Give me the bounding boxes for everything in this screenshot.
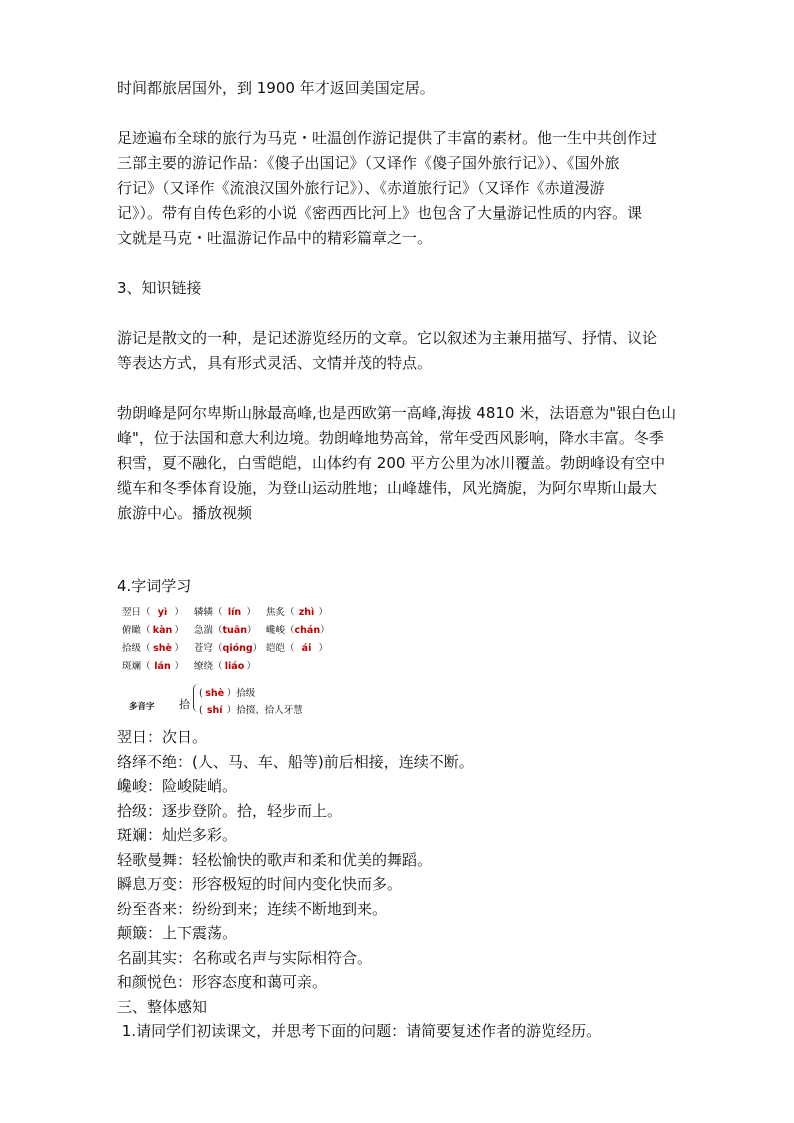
section-heading: 三、整体感知 <box>117 997 208 1016</box>
vocab-item: 拾级（ shè ） <box>122 643 185 654</box>
definition-line: 瞬息万变：形容极短的时间内变化快而多。 <box>117 875 403 893</box>
intro-paragraph <box>117 76 707 101</box>
definition-line: 络绎不绝：(人、马、车、船等)前后相接，连续不断。 <box>117 752 474 771</box>
vocab-item: 急湍（tuān） <box>194 625 257 636</box>
text-line: 峰"，位于法国和意大利边境。勃朗峰地势高耸，常年受西风影响，降水丰富。冬季 <box>117 429 664 447</box>
vocab-row <box>122 640 362 658</box>
text-line: 积雪，夏不融化，白雪皑皑，山体约有 200 平方公里为冰川覆盖。勃朗峰设有空中 <box>117 454 666 472</box>
vocab-item: 焦炙（ zhì ） <box>266 607 329 618</box>
definition-line: 纷至沓来：纷纷到来；连续不断地到来。 <box>117 899 388 918</box>
definition-line: 翌日：次日。 <box>117 728 208 746</box>
polyphone-reading: ( shí ）拾掇、拾人牙慧 <box>199 705 303 716</box>
travelogue-paragraph <box>117 326 707 376</box>
section4-heading: 4.字词学习 <box>117 577 192 595</box>
definition-line: 巉峻：险峻陡峭。 <box>117 777 238 795</box>
definition-line: 和颜悦色：形容态度和蔼可亲。 <box>117 973 328 991</box>
text-line: 足迹遍布全球的旅行为马克・吐温创作游记提供了丰富的素材。他一生中共创作过 <box>117 129 658 147</box>
definition-line: 斑斓：灿烂多彩。 <box>117 826 238 844</box>
vocab-item: 斑斓（ lán ） <box>122 661 185 672</box>
vocab-row <box>122 622 362 640</box>
definition-line: 拾级：逐步登阶。拾，轻步而上。 <box>117 801 343 820</box>
text-line: 勃朗峰是阿尔卑斯山脉最高峰,也是西欧第一高峰,海拔 4810 米，法语意为"银白色山 <box>117 404 677 422</box>
vocab-item: 翌日（ yì ） <box>122 607 185 618</box>
definition-line: 轻歌曼舞：轻松愉快的歌声和柔和优美的舞蹈。 <box>117 850 433 869</box>
vocab-item: 皑皑（ ái ） <box>266 643 329 654</box>
vocab-item: 俯瞰（ kàn ） <box>122 625 185 636</box>
text-line: 行记》（又译作《流浪汉国外旅行记》）、《赤道旅行记》（又译作《赤道漫游 <box>117 179 605 197</box>
vocab-row <box>122 604 362 622</box>
definitions-list <box>117 725 601 1044</box>
text-line: 记》）。带有自传色彩的小说《密西西比河上》也包含了大量游记性质的内容。课 <box>117 204 643 222</box>
text-line: 时间都旅居国外，到 1900 年才返回美国定居。 <box>117 79 435 97</box>
text-line: 缆车和冬季体育设施，为登山运动胜地；山峰雄伟，风光旖旎，为阿尔卑斯山最大 <box>117 479 658 497</box>
travel-paragraph <box>117 126 707 251</box>
question-line: 1.请同学们初读课文，并思考下面的问题：请简要复述作者的游览经历。 <box>117 1022 602 1040</box>
text-line: 三部主要的游记作品：《傻子出国记》（又译作《傻子国外旅行记》）、《国外旅 <box>117 154 620 172</box>
definition-line: 颠簸：上下震荡。 <box>117 924 238 942</box>
vocab-row <box>122 658 362 676</box>
brace-icon <box>193 684 198 712</box>
polyphone-char: 拾 <box>179 698 190 711</box>
text-line: 文就是马克・吐温游记作品中的精彩篇章之一。 <box>117 229 433 247</box>
vocab-pinyin-table <box>122 604 362 676</box>
vocab-item: 辚辚（ lín ） <box>194 607 257 618</box>
text-line: 旅游中心。播放视频 <box>117 504 253 522</box>
vocab-item: 苍穹（qióng） <box>194 643 263 654</box>
section3-heading: 3、知识链接 <box>117 279 202 297</box>
text-line: 游记是散文的一种，是记述游览经历的文章。它以叙述为主兼用描写、抒情、议论 <box>117 329 658 347</box>
polyphone-label: 多音字 <box>129 702 155 712</box>
montblanc-paragraph <box>117 401 707 526</box>
vocab-item: 缭绕（ liáo ） <box>194 661 257 672</box>
vocab-item: 巉峻（chán） <box>266 625 330 636</box>
definition-line: 名副其实：名称或名声与实际相符合。 <box>117 948 373 967</box>
polyphone-reading: ( shè ）拾级 <box>199 688 256 699</box>
text-line: 等表达方式，具有形式灵活、文情并茂的特点。 <box>117 354 433 372</box>
